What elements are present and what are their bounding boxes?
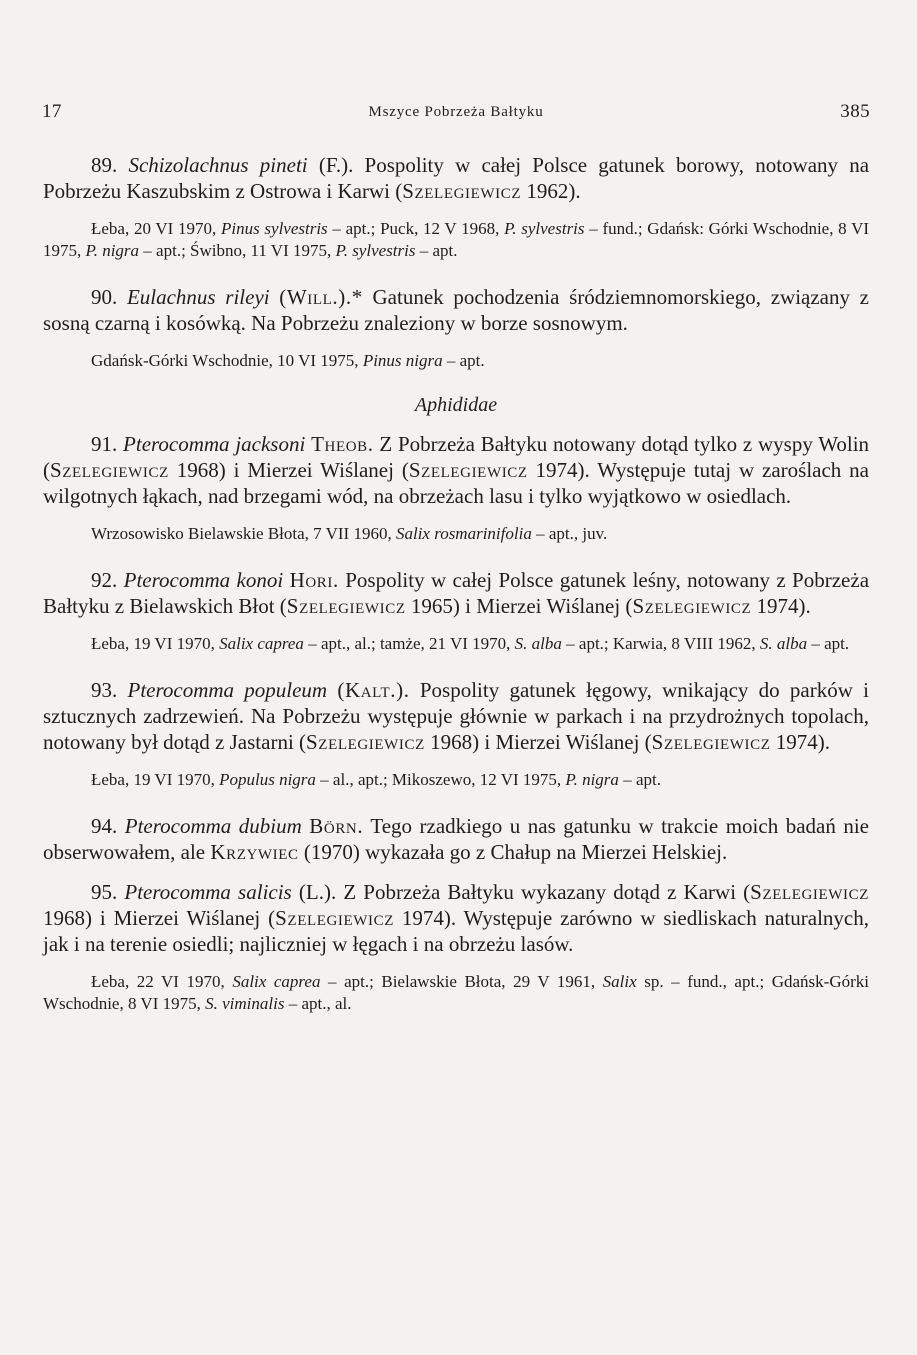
species-name: Pterocomma jacksoni <box>123 432 306 456</box>
page-body <box>43 152 869 1015</box>
entry-93: 93. Pterocomma populeum (Kalt.). Pospolity gatunek łęgowy, wnikający do parków i sztucznych zadrzewień. Na Pobrzeżu występuje głównie w parkach i na przydrożnych topolach, notowany był dotąd z Jastarni (Szelegiewicz 1968) i Mierzei Wiślanej (Szelegiewicz 1974). <box>43 678 869 754</box>
species-name: Pterocomma dubium <box>124 814 302 838</box>
locality-95: Łeba, 22 VI 1970, Salix caprea – apt.; Bielawskie Błota, 29 V 1961, Salix sp. – fund., apt.; Gdańsk-Górki Wschodnie, 8 VI 1975, S. viminalis – apt., al. <box>43 972 869 1013</box>
species-author: (F.). <box>318 153 354 177</box>
entry-92: 92. Pterocomma konoi Hori. Pospolity w całej Polsce gatunek leśny, notowany z Pobrzeża Bałtyku z Bielawskich Błot (Szelegiewicz 1965) i Mierzei Wiślanej (Szelegiewicz 1974). <box>43 568 870 618</box>
species-author: Theob. <box>311 432 374 456</box>
species-name: Schizolachnus pineti <box>128 153 308 177</box>
species-author: Hori. <box>289 568 339 592</box>
entry-94: 94. Pterocomma dubium Börn. Tego rzadkiego u nas gatunku w trakcie moich badań nie obserwowałem, ale Krzywiec (1970) wykazała go z Chałup na Mierzei Helskiej. <box>43 814 870 864</box>
locality-91: Wrzosowisko Bielawskie Błota, 7 VII 1960, Salix rosmarinifolia – apt., juv. <box>91 524 608 543</box>
locality-93: Łeba, 19 VI 1970, Populus nigra – al., apt.; Mikoszewo, 12 VI 1975, P. nigra – apt. <box>91 770 661 789</box>
entry-number: 90. <box>91 285 118 309</box>
locality-92: Łeba, 19 VI 1970, Salix caprea – apt., al.; tamże, 21 VI 1970, S. alba – apt.; Karwia, 8 VIII 1962, S. alba – apt. <box>91 634 850 653</box>
entry-number: 91. <box>91 432 118 456</box>
species-name: Eulachnus rileyi <box>126 285 270 309</box>
family-heading: Aphididae <box>414 394 498 416</box>
species-name: Pterocomma salicis <box>124 880 292 904</box>
entry-89: 89. Schizolachnus pineti (F.). Pospolity w całej Polsce gatunek borowy, notowany na Pobrzeżu Kaszubskim z Ostrowa i Karwi (Szelegiewicz 1962). <box>43 153 870 203</box>
entry-number: 94. <box>91 814 118 838</box>
entry-number: 93. <box>91 678 118 702</box>
entry-number: 89. <box>91 153 118 177</box>
entry-91: 91. Pterocomma jacksoni Theob. Z Pobrzeża Bałtyku notowany dotąd tylko z wyspy Wolin (Szelegiewicz 1968) i Mierzei Wiślanej (Szelegiewicz 1974). Występuje tutaj w zaroślach na wilgotnych łąkach, nad brzegami wód, na obrzeżach lasu i tylko wyjątkowo w osiedlach. <box>43 432 870 508</box>
species-author: Börn. <box>309 814 364 838</box>
species-author: (Kalt.). <box>337 678 410 702</box>
locality-90: Gdańsk-Górki Wschodnie, 10 VI 1975, Pinus nigra – apt. <box>91 351 485 370</box>
species-author: (Will.).* <box>279 285 363 309</box>
species-name: Pterocomma konoi <box>123 568 284 592</box>
page-number-left: 17 <box>42 101 62 122</box>
locality-89: Łeba, 20 VI 1970, Pinus sylvestris – apt.; Puck, 12 V 1968, P. sylvestris – fund.; Gdańsk: Górki Wschodnie, 8 VI 1975, P. nigra – apt.; Świbno, 11 VI 1975, P. sylvestris – apt. <box>43 219 870 260</box>
entry-number: 92. <box>91 568 118 592</box>
entry-95: 95. Pterocomma salicis (L.). Z Pobrzeża Bałtyku wykazany dotąd z Karwi (Szelegiewicz 1968) i Mierzei Wiślanej (Szelegiewicz 1974). Występuje zarówno w siedliskach naturalnych, jak i na terenie osiedli; najliczniej w łęgach i na obrzeżu lasów. <box>43 880 870 956</box>
running-header <box>42 101 870 129</box>
entry-number: 95. <box>91 880 118 904</box>
entry-90: 90. Eulachnus rileyi (Will.).* Gatunek pochodzenia śródziemnomorskiego, związany z sosną czarną i kosówką. Na Pobrzeżu znaleziony w borze sosnowym. <box>43 285 870 335</box>
citation-author: Szelegiewicz <box>402 179 522 203</box>
running-title: Mszyce Pobrzeża Bałtyku <box>368 104 544 120</box>
species-name: Pterocomma populeum <box>127 678 328 702</box>
page-number-right: 385 <box>840 101 870 122</box>
species-author: (L.). <box>298 880 337 904</box>
